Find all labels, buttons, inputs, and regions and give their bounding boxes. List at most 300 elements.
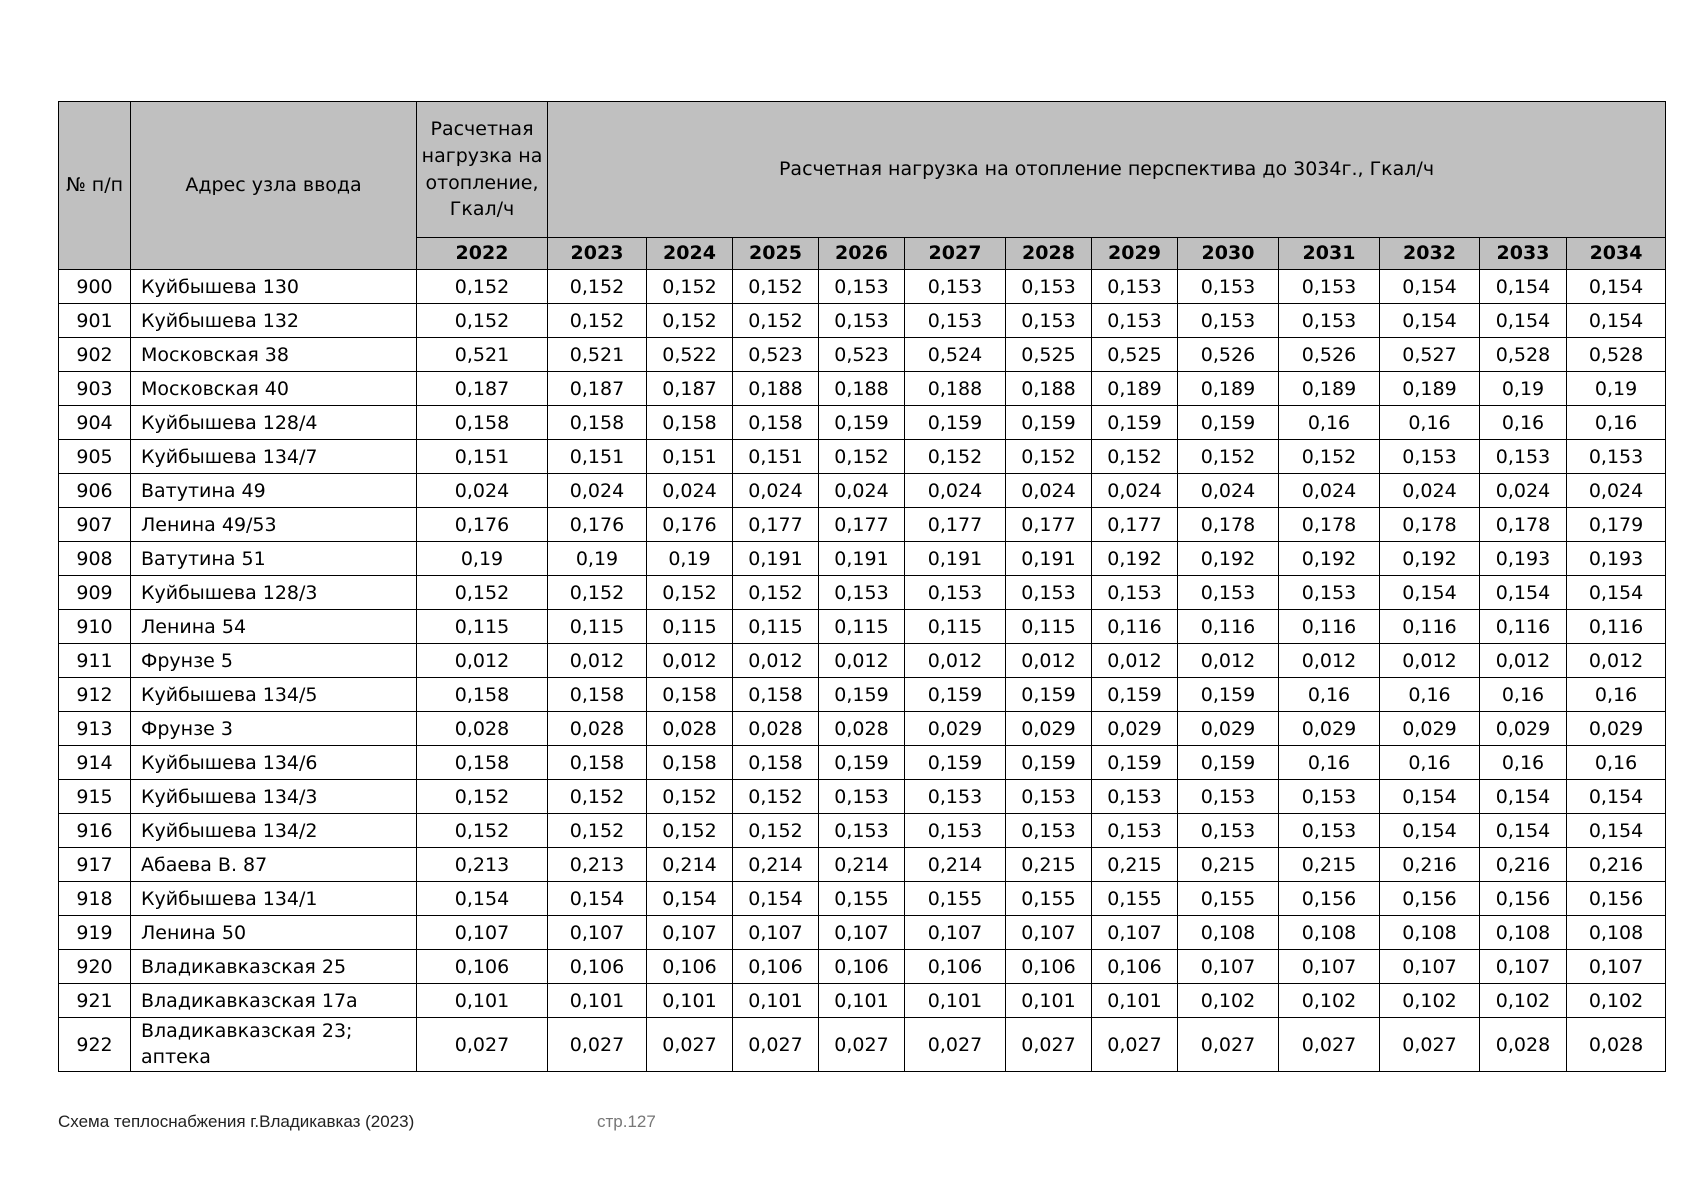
row-address: Куйбышева 130 bbox=[131, 270, 417, 304]
load-value-2024: 0,152 bbox=[647, 780, 733, 814]
load-value-2024: 0,158 bbox=[647, 406, 733, 440]
load-value-2031: 0,189 bbox=[1279, 372, 1380, 406]
load-value-2028: 0,152 bbox=[1006, 440, 1092, 474]
table-row bbox=[59, 814, 1666, 848]
load-value-2028: 0,191 bbox=[1006, 542, 1092, 576]
load-value-2025: 0,154 bbox=[733, 882, 819, 916]
table-row bbox=[59, 474, 1666, 508]
load-value-2031: 0,024 bbox=[1279, 474, 1380, 508]
load-value-2028: 0,153 bbox=[1006, 270, 1092, 304]
load-value-2030: 0,178 bbox=[1178, 508, 1279, 542]
load-value-2025: 0,177 bbox=[733, 508, 819, 542]
row-address: Куйбышева 134/7 bbox=[131, 440, 417, 474]
row-number: 917 bbox=[59, 848, 131, 882]
load-value-2027: 0,153 bbox=[905, 576, 1006, 610]
footer-document-title: Схема теплоснабжения г.Владикавказ (2023) bbox=[58, 1112, 415, 1131]
load-value-2030: 0,189 bbox=[1178, 372, 1279, 406]
header-year-2029: 2029 bbox=[1092, 238, 1178, 270]
load-value-2031: 0,029 bbox=[1279, 712, 1380, 746]
load-value-2027: 0,107 bbox=[905, 916, 1006, 950]
load-value-2033: 0,028 bbox=[1480, 1018, 1567, 1072]
load-value-2024: 0,176 bbox=[647, 508, 733, 542]
load-value-2033: 0,154 bbox=[1480, 814, 1567, 848]
load-value-2031: 0,153 bbox=[1279, 270, 1380, 304]
load-value-2028: 0,024 bbox=[1006, 474, 1092, 508]
load-value-2024: 0,115 bbox=[647, 610, 733, 644]
footer-page-number: стр.127 bbox=[597, 1112, 656, 1131]
load-value-2032: 0,107 bbox=[1380, 950, 1480, 984]
load-value-2033: 0,108 bbox=[1480, 916, 1567, 950]
row-number: 920 bbox=[59, 950, 131, 984]
load-value-2023: 0,106 bbox=[548, 950, 647, 984]
load-value-2029: 0,177 bbox=[1092, 508, 1178, 542]
load-value-2029: 0,155 bbox=[1092, 882, 1178, 916]
load-value-2033: 0,16 bbox=[1480, 746, 1567, 780]
table-row bbox=[59, 508, 1666, 542]
load-value-2025: 0,024 bbox=[733, 474, 819, 508]
load-value-2026: 0,024 bbox=[819, 474, 905, 508]
table-row bbox=[59, 746, 1666, 780]
load-value-2032: 0,156 bbox=[1380, 882, 1480, 916]
load-value-2023: 0,213 bbox=[548, 848, 647, 882]
load-value-2022: 0,152 bbox=[417, 814, 548, 848]
load-value-2028: 0,153 bbox=[1006, 576, 1092, 610]
load-value-2029: 0,106 bbox=[1092, 950, 1178, 984]
row-address: Ленина 54 bbox=[131, 610, 417, 644]
load-value-2028: 0,106 bbox=[1006, 950, 1092, 984]
row-address: Ленина 50 bbox=[131, 916, 417, 950]
load-value-2022: 0,028 bbox=[417, 712, 548, 746]
table-body bbox=[59, 270, 1666, 1072]
load-value-2029: 0,116 bbox=[1092, 610, 1178, 644]
load-value-2032: 0,024 bbox=[1380, 474, 1480, 508]
load-value-2026: 0,191 bbox=[819, 542, 905, 576]
load-value-2025: 0,152 bbox=[733, 780, 819, 814]
load-value-2032: 0,108 bbox=[1380, 916, 1480, 950]
load-value-2023: 0,151 bbox=[548, 440, 647, 474]
row-number: 921 bbox=[59, 984, 131, 1018]
load-value-2031: 0,107 bbox=[1279, 950, 1380, 984]
table-row bbox=[59, 950, 1666, 984]
load-value-2027: 0,153 bbox=[905, 780, 1006, 814]
row-number: 900 bbox=[59, 270, 131, 304]
row-number: 922 bbox=[59, 1018, 131, 1072]
load-value-2034: 0,107 bbox=[1567, 950, 1666, 984]
load-value-2023: 0,19 bbox=[548, 542, 647, 576]
load-value-2024: 0,187 bbox=[647, 372, 733, 406]
load-value-2034: 0,156 bbox=[1567, 882, 1666, 916]
load-value-2024: 0,152 bbox=[647, 304, 733, 338]
load-value-2022: 0,101 bbox=[417, 984, 548, 1018]
load-value-2023: 0,187 bbox=[548, 372, 647, 406]
load-value-2028: 0,029 bbox=[1006, 712, 1092, 746]
load-value-2027: 0,029 bbox=[905, 712, 1006, 746]
load-value-2033: 0,012 bbox=[1480, 644, 1567, 678]
load-value-2024: 0,107 bbox=[647, 916, 733, 950]
load-value-2026: 0,152 bbox=[819, 440, 905, 474]
load-value-2027: 0,153 bbox=[905, 304, 1006, 338]
load-value-2034: 0,154 bbox=[1567, 304, 1666, 338]
load-value-2031: 0,153 bbox=[1279, 814, 1380, 848]
load-value-2024: 0,158 bbox=[647, 746, 733, 780]
load-value-2025: 0,107 bbox=[733, 916, 819, 950]
load-value-2029: 0,159 bbox=[1092, 746, 1178, 780]
table-row bbox=[59, 542, 1666, 576]
load-value-2029: 0,189 bbox=[1092, 372, 1178, 406]
load-value-2022: 0,152 bbox=[417, 780, 548, 814]
load-value-2022: 0,158 bbox=[417, 678, 548, 712]
load-value-2033: 0,154 bbox=[1480, 304, 1567, 338]
header-base-load: Расчетная нагрузка на отопление, Гкал/ч bbox=[417, 102, 548, 238]
load-value-2026: 0,107 bbox=[819, 916, 905, 950]
row-number: 901 bbox=[59, 304, 131, 338]
load-value-2023: 0,152 bbox=[548, 780, 647, 814]
row-number: 911 bbox=[59, 644, 131, 678]
table-row bbox=[59, 780, 1666, 814]
header-year-2026: 2026 bbox=[819, 238, 905, 270]
row-address: Куйбышева 128/3 bbox=[131, 576, 417, 610]
load-value-2028: 0,215 bbox=[1006, 848, 1092, 882]
load-value-2028: 0,153 bbox=[1006, 814, 1092, 848]
load-value-2026: 0,188 bbox=[819, 372, 905, 406]
load-value-2026: 0,159 bbox=[819, 746, 905, 780]
load-value-2023: 0,028 bbox=[548, 712, 647, 746]
load-value-2023: 0,152 bbox=[548, 304, 647, 338]
load-value-2029: 0,024 bbox=[1092, 474, 1178, 508]
load-value-2026: 0,106 bbox=[819, 950, 905, 984]
row-address: Владикавказская 17а bbox=[131, 984, 417, 1018]
load-value-2028: 0,159 bbox=[1006, 678, 1092, 712]
load-value-2026: 0,159 bbox=[819, 406, 905, 440]
load-value-2030: 0,012 bbox=[1178, 644, 1279, 678]
load-value-2031: 0,16 bbox=[1279, 746, 1380, 780]
load-value-2026: 0,153 bbox=[819, 304, 905, 338]
row-address: Фрунзе 5 bbox=[131, 644, 417, 678]
load-value-2031: 0,108 bbox=[1279, 916, 1380, 950]
row-number: 906 bbox=[59, 474, 131, 508]
load-value-2024: 0,152 bbox=[647, 814, 733, 848]
load-value-2034: 0,193 bbox=[1567, 542, 1666, 576]
load-value-2029: 0,027 bbox=[1092, 1018, 1178, 1072]
load-value-2031: 0,116 bbox=[1279, 610, 1380, 644]
load-value-2024: 0,152 bbox=[647, 576, 733, 610]
load-value-2032: 0,154 bbox=[1380, 270, 1480, 304]
load-value-2026: 0,159 bbox=[819, 678, 905, 712]
load-value-2025: 0,158 bbox=[733, 406, 819, 440]
load-value-2022: 0,107 bbox=[417, 916, 548, 950]
load-value-2026: 0,523 bbox=[819, 338, 905, 372]
load-value-2022: 0,115 bbox=[417, 610, 548, 644]
load-value-2033: 0,16 bbox=[1480, 406, 1567, 440]
load-value-2033: 0,153 bbox=[1480, 440, 1567, 474]
load-value-2025: 0,188 bbox=[733, 372, 819, 406]
load-value-2034: 0,154 bbox=[1567, 270, 1666, 304]
load-value-2026: 0,153 bbox=[819, 576, 905, 610]
load-value-2029: 0,012 bbox=[1092, 644, 1178, 678]
load-value-2029: 0,101 bbox=[1092, 984, 1178, 1018]
load-value-2032: 0,189 bbox=[1380, 372, 1480, 406]
load-value-2024: 0,152 bbox=[647, 270, 733, 304]
load-value-2033: 0,116 bbox=[1480, 610, 1567, 644]
row-address: Куйбышева 134/3 bbox=[131, 780, 417, 814]
load-value-2030: 0,024 bbox=[1178, 474, 1279, 508]
load-value-2029: 0,159 bbox=[1092, 678, 1178, 712]
load-value-2026: 0,153 bbox=[819, 780, 905, 814]
load-value-2034: 0,029 bbox=[1567, 712, 1666, 746]
load-value-2033: 0,154 bbox=[1480, 576, 1567, 610]
load-value-2032: 0,178 bbox=[1380, 508, 1480, 542]
row-address: Куйбышева 134/1 bbox=[131, 882, 417, 916]
load-value-2023: 0,024 bbox=[548, 474, 647, 508]
load-value-2028: 0,012 bbox=[1006, 644, 1092, 678]
row-address: Абаева В. 87 bbox=[131, 848, 417, 882]
load-value-2034: 0,16 bbox=[1567, 746, 1666, 780]
load-value-2027: 0,101 bbox=[905, 984, 1006, 1018]
load-value-2026: 0,012 bbox=[819, 644, 905, 678]
load-value-2027: 0,188 bbox=[905, 372, 1006, 406]
heating-load-table bbox=[58, 101, 1666, 1072]
load-value-2022: 0,19 bbox=[417, 542, 548, 576]
load-value-2025: 0,152 bbox=[733, 304, 819, 338]
load-value-2033: 0,178 bbox=[1480, 508, 1567, 542]
load-value-2032: 0,216 bbox=[1380, 848, 1480, 882]
load-value-2027: 0,524 bbox=[905, 338, 1006, 372]
load-value-2029: 0,152 bbox=[1092, 440, 1178, 474]
load-value-2032: 0,153 bbox=[1380, 440, 1480, 474]
load-value-2030: 0,107 bbox=[1178, 950, 1279, 984]
load-value-2030: 0,153 bbox=[1178, 780, 1279, 814]
load-value-2023: 0,154 bbox=[548, 882, 647, 916]
row-address: Московская 38 bbox=[131, 338, 417, 372]
load-value-2029: 0,153 bbox=[1092, 780, 1178, 814]
row-number: 908 bbox=[59, 542, 131, 576]
row-address: Куйбышева 134/5 bbox=[131, 678, 417, 712]
load-value-2034: 0,216 bbox=[1567, 848, 1666, 882]
load-value-2030: 0,029 bbox=[1178, 712, 1279, 746]
header-year-2023: 2023 bbox=[548, 238, 647, 270]
table-row bbox=[59, 270, 1666, 304]
load-value-2029: 0,159 bbox=[1092, 406, 1178, 440]
load-value-2028: 0,155 bbox=[1006, 882, 1092, 916]
load-value-2032: 0,029 bbox=[1380, 712, 1480, 746]
load-value-2030: 0,108 bbox=[1178, 916, 1279, 950]
load-value-2028: 0,153 bbox=[1006, 304, 1092, 338]
load-value-2031: 0,153 bbox=[1279, 304, 1380, 338]
load-value-2029: 0,525 bbox=[1092, 338, 1178, 372]
load-value-2032: 0,154 bbox=[1380, 780, 1480, 814]
load-value-2029: 0,107 bbox=[1092, 916, 1178, 950]
row-address: Московская 40 bbox=[131, 372, 417, 406]
load-value-2023: 0,115 bbox=[548, 610, 647, 644]
load-value-2026: 0,177 bbox=[819, 508, 905, 542]
load-value-2025: 0,158 bbox=[733, 678, 819, 712]
load-value-2028: 0,177 bbox=[1006, 508, 1092, 542]
load-value-2026: 0,153 bbox=[819, 270, 905, 304]
load-value-2028: 0,188 bbox=[1006, 372, 1092, 406]
load-value-2024: 0,19 bbox=[647, 542, 733, 576]
load-value-2034: 0,153 bbox=[1567, 440, 1666, 474]
load-value-2025: 0,101 bbox=[733, 984, 819, 1018]
table-row bbox=[59, 338, 1666, 372]
load-value-2032: 0,154 bbox=[1380, 814, 1480, 848]
load-value-2023: 0,158 bbox=[548, 678, 647, 712]
header-year-2034: 2034 bbox=[1567, 238, 1666, 270]
load-value-2027: 0,153 bbox=[905, 270, 1006, 304]
load-value-2031: 0,192 bbox=[1279, 542, 1380, 576]
load-value-2022: 0,154 bbox=[417, 882, 548, 916]
load-value-2034: 0,154 bbox=[1567, 814, 1666, 848]
load-value-2024: 0,214 bbox=[647, 848, 733, 882]
load-value-2033: 0,16 bbox=[1480, 678, 1567, 712]
load-value-2027: 0,024 bbox=[905, 474, 1006, 508]
load-value-2030: 0,102 bbox=[1178, 984, 1279, 1018]
table-row bbox=[59, 406, 1666, 440]
load-value-2023: 0,152 bbox=[548, 576, 647, 610]
table-row bbox=[59, 576, 1666, 610]
row-address: Фрунзе 3 bbox=[131, 712, 417, 746]
load-value-2023: 0,012 bbox=[548, 644, 647, 678]
load-value-2033: 0,528 bbox=[1480, 338, 1567, 372]
load-value-2022: 0,106 bbox=[417, 950, 548, 984]
load-value-2032: 0,154 bbox=[1380, 304, 1480, 338]
load-value-2028: 0,107 bbox=[1006, 916, 1092, 950]
header-address: Адрес узла ввода bbox=[131, 102, 417, 270]
load-value-2031: 0,153 bbox=[1279, 576, 1380, 610]
load-value-2024: 0,158 bbox=[647, 678, 733, 712]
load-value-2027: 0,191 bbox=[905, 542, 1006, 576]
row-address: Куйбышева 134/6 bbox=[131, 746, 417, 780]
table-row bbox=[59, 712, 1666, 746]
load-value-2027: 0,115 bbox=[905, 610, 1006, 644]
load-value-2027: 0,012 bbox=[905, 644, 1006, 678]
load-value-2027: 0,159 bbox=[905, 678, 1006, 712]
load-value-2024: 0,154 bbox=[647, 882, 733, 916]
load-value-2022: 0,213 bbox=[417, 848, 548, 882]
load-value-2028: 0,027 bbox=[1006, 1018, 1092, 1072]
load-value-2023: 0,152 bbox=[548, 814, 647, 848]
row-number: 919 bbox=[59, 916, 131, 950]
load-value-2030: 0,159 bbox=[1178, 678, 1279, 712]
load-value-2025: 0,151 bbox=[733, 440, 819, 474]
load-value-2034: 0,16 bbox=[1567, 678, 1666, 712]
load-value-2027: 0,106 bbox=[905, 950, 1006, 984]
load-value-2027: 0,155 bbox=[905, 882, 1006, 916]
load-value-2029: 0,215 bbox=[1092, 848, 1178, 882]
table-row bbox=[59, 882, 1666, 916]
load-value-2027: 0,214 bbox=[905, 848, 1006, 882]
load-value-2033: 0,024 bbox=[1480, 474, 1567, 508]
load-value-2030: 0,159 bbox=[1178, 746, 1279, 780]
load-value-2026: 0,028 bbox=[819, 712, 905, 746]
load-value-2031: 0,16 bbox=[1279, 678, 1380, 712]
load-value-2032: 0,16 bbox=[1380, 406, 1480, 440]
load-value-2030: 0,153 bbox=[1178, 576, 1279, 610]
load-value-2030: 0,215 bbox=[1178, 848, 1279, 882]
row-address: Ватутина 49 bbox=[131, 474, 417, 508]
load-value-2034: 0,102 bbox=[1567, 984, 1666, 1018]
row-address: Ватутина 51 bbox=[131, 542, 417, 576]
load-value-2031: 0,215 bbox=[1279, 848, 1380, 882]
row-number: 914 bbox=[59, 746, 131, 780]
load-value-2023: 0,521 bbox=[548, 338, 647, 372]
load-value-2030: 0,153 bbox=[1178, 304, 1279, 338]
load-value-2026: 0,027 bbox=[819, 1018, 905, 1072]
load-value-2032: 0,527 bbox=[1380, 338, 1480, 372]
load-value-2032: 0,102 bbox=[1380, 984, 1480, 1018]
load-value-2023: 0,158 bbox=[548, 746, 647, 780]
header-year-2030: 2030 bbox=[1178, 238, 1279, 270]
load-value-2022: 0,151 bbox=[417, 440, 548, 474]
table-row bbox=[59, 610, 1666, 644]
row-number: 904 bbox=[59, 406, 131, 440]
load-value-2034: 0,528 bbox=[1567, 338, 1666, 372]
load-value-2030: 0,152 bbox=[1178, 440, 1279, 474]
table-row bbox=[59, 678, 1666, 712]
row-number: 918 bbox=[59, 882, 131, 916]
load-value-2023: 0,027 bbox=[548, 1018, 647, 1072]
load-value-2028: 0,153 bbox=[1006, 780, 1092, 814]
header-year-2032: 2032 bbox=[1380, 238, 1480, 270]
load-value-2025: 0,191 bbox=[733, 542, 819, 576]
load-value-2033: 0,029 bbox=[1480, 712, 1567, 746]
load-value-2031: 0,152 bbox=[1279, 440, 1380, 474]
row-address: Ленина 49/53 bbox=[131, 508, 417, 542]
load-value-2031: 0,526 bbox=[1279, 338, 1380, 372]
load-value-2032: 0,116 bbox=[1380, 610, 1480, 644]
load-value-2024: 0,028 bbox=[647, 712, 733, 746]
load-value-2022: 0,024 bbox=[417, 474, 548, 508]
load-value-2034: 0,179 bbox=[1567, 508, 1666, 542]
load-value-2024: 0,024 bbox=[647, 474, 733, 508]
load-value-2032: 0,154 bbox=[1380, 576, 1480, 610]
header-year-2025: 2025 bbox=[733, 238, 819, 270]
load-value-2029: 0,029 bbox=[1092, 712, 1178, 746]
table-row bbox=[59, 440, 1666, 474]
load-value-2034: 0,154 bbox=[1567, 576, 1666, 610]
load-value-2027: 0,159 bbox=[905, 746, 1006, 780]
load-value-2029: 0,153 bbox=[1092, 814, 1178, 848]
load-value-2023: 0,101 bbox=[548, 984, 647, 1018]
row-number: 915 bbox=[59, 780, 131, 814]
load-value-2033: 0,156 bbox=[1480, 882, 1567, 916]
load-value-2025: 0,523 bbox=[733, 338, 819, 372]
load-value-2028: 0,159 bbox=[1006, 406, 1092, 440]
load-value-2024: 0,027 bbox=[647, 1018, 733, 1072]
row-number: 903 bbox=[59, 372, 131, 406]
row-address: Куйбышева 128/4 bbox=[131, 406, 417, 440]
load-value-2031: 0,102 bbox=[1279, 984, 1380, 1018]
load-value-2025: 0,115 bbox=[733, 610, 819, 644]
header-year-2031: 2031 bbox=[1279, 238, 1380, 270]
load-value-2032: 0,012 bbox=[1380, 644, 1480, 678]
load-value-2029: 0,153 bbox=[1092, 304, 1178, 338]
row-address: Куйбышева 132 bbox=[131, 304, 417, 338]
load-value-2023: 0,107 bbox=[548, 916, 647, 950]
row-number: 910 bbox=[59, 610, 131, 644]
header-perspective: Расчетная нагрузка на отопление перспектива до 3034г., Гкал/ч bbox=[548, 102, 1666, 238]
load-value-2027: 0,159 bbox=[905, 406, 1006, 440]
load-value-2034: 0,154 bbox=[1567, 780, 1666, 814]
load-value-2026: 0,115 bbox=[819, 610, 905, 644]
row-address: Владикавказская 25 bbox=[131, 950, 417, 984]
header-year-2027: 2027 bbox=[905, 238, 1006, 270]
load-value-2033: 0,107 bbox=[1480, 950, 1567, 984]
load-value-2026: 0,214 bbox=[819, 848, 905, 882]
load-value-2022: 0,152 bbox=[417, 270, 548, 304]
load-value-2031: 0,012 bbox=[1279, 644, 1380, 678]
load-value-2025: 0,152 bbox=[733, 270, 819, 304]
load-value-2022: 0,152 bbox=[417, 576, 548, 610]
